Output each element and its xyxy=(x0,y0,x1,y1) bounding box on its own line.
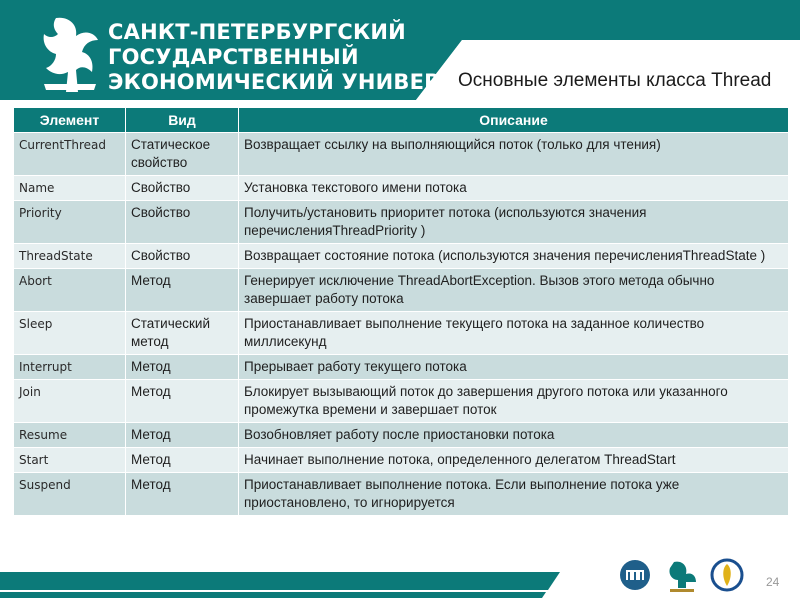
member-kind: Статическое свойство xyxy=(126,133,239,176)
member-description: Получить/установить приоритет потока (используются значения перечисленияThreadPriority ) xyxy=(239,201,789,244)
member-description: Генерирует исключение ThreadAbortException. Вызов этого метода обычно завершает работу потока xyxy=(239,269,789,312)
member-kind: Свойство xyxy=(126,176,239,201)
table-row xyxy=(14,176,789,201)
table-row xyxy=(14,473,789,516)
member-name: Resume xyxy=(14,423,126,448)
slide-title: Основные элементы класса Thread xyxy=(458,70,772,91)
column-header-element: Элемент xyxy=(14,108,126,133)
member-kind: Метод xyxy=(126,269,239,312)
member-kind: Свойство xyxy=(126,201,239,244)
member-name: Interrupt xyxy=(14,355,126,380)
page-number: 24 xyxy=(766,575,780,589)
table-row xyxy=(14,201,789,244)
table-row xyxy=(14,133,789,176)
member-description: Установка текстового имени потока xyxy=(239,176,789,201)
member-name: Name xyxy=(14,176,126,201)
member-name: CurrentThread xyxy=(14,133,126,176)
finek-logo-icon xyxy=(664,558,700,594)
university-name xyxy=(108,20,517,95)
table-row xyxy=(14,312,789,355)
member-kind: Статический метод xyxy=(126,312,239,355)
member-kind: Свойство xyxy=(126,244,239,269)
university-name-line-3: ЭКОНОМИЧЕСКИЙ УНИВЕРСИТЕТ xyxy=(108,70,517,94)
table-row xyxy=(14,448,789,473)
table-row xyxy=(14,244,789,269)
table-row xyxy=(14,423,789,448)
member-description: Приостанавливает выполнение текущего потока на заданное количество миллисекунд xyxy=(239,312,789,355)
member-name: Abort xyxy=(14,269,126,312)
member-name: Start xyxy=(14,448,126,473)
university-name-line-1: САНКТ-ПЕТЕРБУРГСКИЙ xyxy=(108,20,406,44)
table-row xyxy=(14,269,789,312)
member-description: Возобновляет работу после приостановки потока xyxy=(239,423,789,448)
member-name: Suspend xyxy=(14,473,126,516)
column-header-kind: Вид xyxy=(126,108,239,133)
member-description: Возвращает ссылку на выполняющийся поток (только для чтения) xyxy=(239,133,789,176)
member-kind: Метод xyxy=(126,380,239,423)
griffin-logo-icon xyxy=(38,14,102,96)
table-row xyxy=(14,380,789,423)
member-kind: Метод xyxy=(126,473,239,516)
university-name-line-2: ГОСУДАРСТВЕННЫЙ xyxy=(108,45,359,69)
member-description: Приостанавливает выполнение потока. Если выполнение потока уже приостановлено, то игнорируется xyxy=(239,473,789,516)
thread-members-table xyxy=(13,107,789,516)
member-kind: Метод xyxy=(126,423,239,448)
member-description: Возвращает состояние потока (используются значения перечисленияThreadState ) xyxy=(239,244,789,269)
member-description: Блокирует вызывающий поток до завершения другого потока или указанного промежутка времени и завершает поток xyxy=(239,380,789,423)
member-description: Начинает выполнение потока, определенного делегатом ThreadStart xyxy=(239,448,789,473)
member-name: Sleep xyxy=(14,312,126,355)
table-header-row xyxy=(14,108,789,133)
member-description: Прерывает работу текущего потока xyxy=(239,355,789,380)
member-name: Priority xyxy=(14,201,126,244)
member-name: ThreadState xyxy=(14,244,126,269)
member-kind: Метод xyxy=(126,355,239,380)
union-logo-icon xyxy=(710,558,744,592)
univ-emblem-icon xyxy=(618,558,652,592)
column-header-description: Описание xyxy=(239,108,789,133)
member-kind: Метод xyxy=(126,448,239,473)
member-name: Join xyxy=(14,380,126,423)
table-row xyxy=(14,355,789,380)
